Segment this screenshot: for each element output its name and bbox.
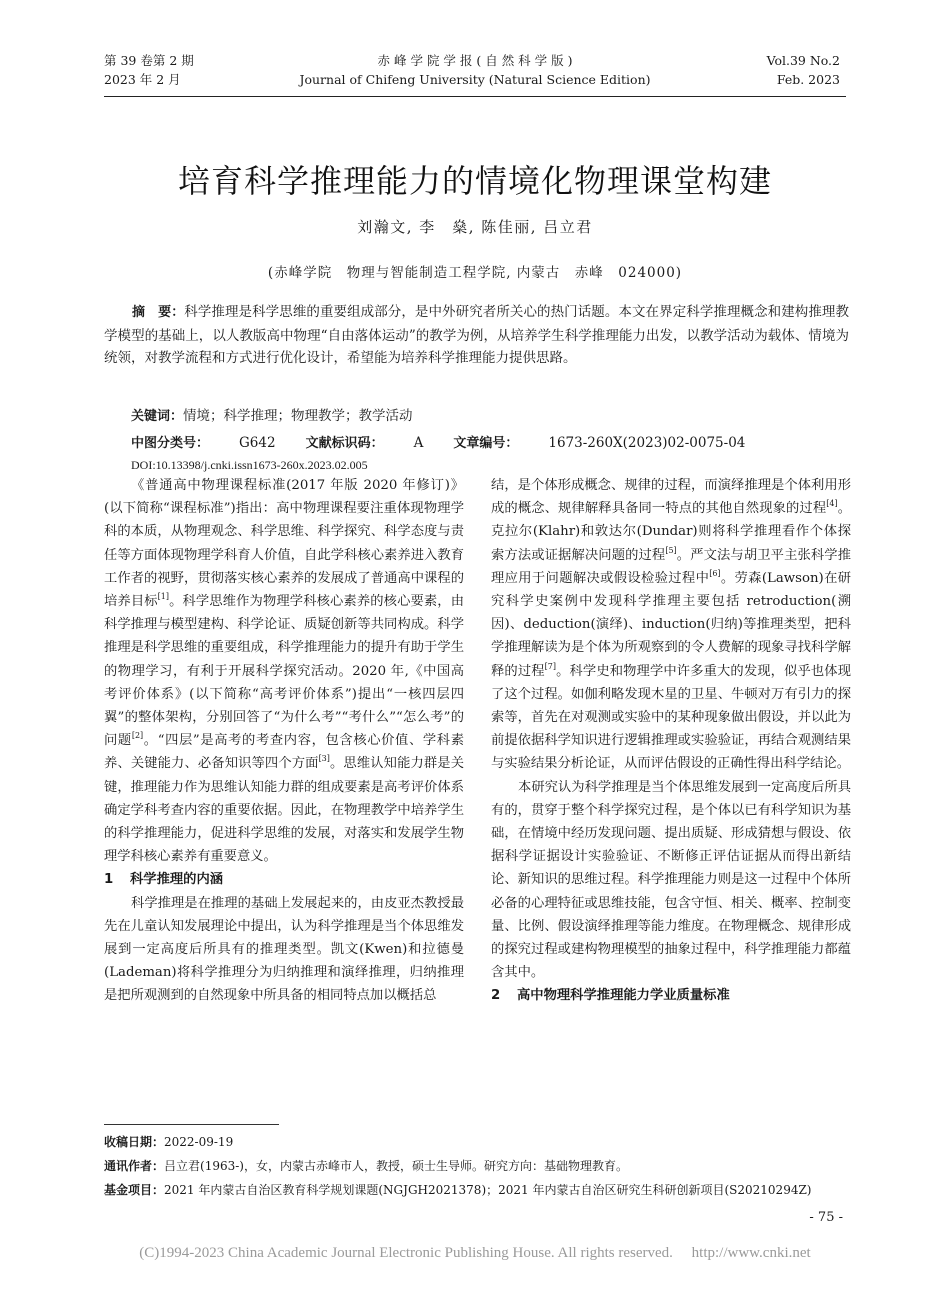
copyright-notice: (C)1994-2023 China Academic Journal Electronic Publishing House. All rights reserved. http://www.cnki.net xyxy=(139,1245,811,1261)
abstract xyxy=(104,301,849,370)
body-paragraph-intro: 《普通高中物理课程标准(2017 年版 2020 年修订)》(以下简称“课程标准”)指出：高中物理课程要注重体现物理学科的本质，从物理观念、科学思维、科学探究、科学态度与责任等方面体现物理学科育人价值，自此学科核心素养进入教育工作者的视野，贯彻落实核心素养的发展成了普通高中课程的培养目标[1]。科学思维作为物理学科核心素养的核心要素，由科学推理与模型建构、科学论证、质疑创新等共同构成。科学推理是科学思维的重要组成，科学推理能力的提升有助于学生的物理学习，有利于开展科学探究活动。2020 年,《中国高考评价体系》(以下简称“高考评价体系”)提出“一核四层四翼”的整体架构，分别回答了“为什么考”“考什么”“怎么考”的问题[2]。“四层”是高考的考查内容，包含核心价值、学科素养、关键能力、必备知识等四个方面[3]。思维认知能力群是关键，推理能力作为思维认知能力群的组成要素是高考评价体系确定学科考查内容的重要依据。因此，在物理教学中培养学生的科学推理能力，促进科学思维的发展，对落实和发展学生物理学科核心素养有重要意义。 xyxy=(104,478,465,865)
footnote-received: 收稿日期：2022-09-19 xyxy=(104,1135,234,1149)
body-column-left xyxy=(104,474,464,1008)
publication-date-en: Feb. 2023 xyxy=(776,72,840,87)
classification-info xyxy=(131,432,745,451)
citation: [5] xyxy=(665,545,677,555)
volume-issue-en: Vol.39 No.2 xyxy=(766,53,840,68)
section-heading-1: 1 科学推理的内涵 xyxy=(104,872,224,888)
journal-name-en: Journal of Chifeng University (Natural Science Edition) xyxy=(299,72,651,87)
keywords-text: 情境；科学推理；物理教学；教学活动 xyxy=(183,408,413,424)
footnote-divider xyxy=(104,1124,279,1125)
body-column-right xyxy=(491,474,851,1008)
author-list: 刘瀚文, 李 燊, 陈佳丽, 吕立君 xyxy=(357,218,593,236)
article-number: 文章编号： 1673-260X(2023)02-0075-04 xyxy=(453,435,746,451)
citation: [1] xyxy=(157,592,169,602)
header-divider xyxy=(104,96,846,97)
citation: [6] xyxy=(709,568,721,578)
citation: [7] xyxy=(544,661,556,671)
paper-title: 培育科学推理能力的情境化物理课堂构建 xyxy=(177,162,772,200)
citation: [2] xyxy=(131,731,144,741)
keywords xyxy=(131,404,413,424)
publication-date: 2023 年 2 月 xyxy=(104,72,181,87)
journal-name-cn: 赤 峰 学 院 学 报 ( 自 然 科 学 版 ) xyxy=(377,53,573,68)
journal-issue-info-en xyxy=(767,51,840,89)
doi: DOI:10.13398/j.cnki.issn1673-260x.2023.02.005 xyxy=(131,458,368,472)
body-paragraph-3: 本研究认为科学推理是当个体思维发展到一定高度后所具有的，贯穿于整个科学探究过程，是个体以已有科学知识为基础，在情境中经历发现问题、提出质疑、形成猜想与假设、依据科学证据设计实验验证、不断修正评估证据从而得出新结论、新知识的思维过程。科学推理能力则是这一过程中个体所必备的心理特征或思维技能，包含守恒、相关、概率、控制变量、比例、假设演绎推理等能力维度。在物理概念、规律形成的探究过程或建构物理模型的抽象过程中，科学推理能力都蕴含其中。 xyxy=(491,779,851,981)
affiliation: (赤峰学院 物理与智能制造工程学院, 内蒙古 赤峰 024000) xyxy=(267,265,683,281)
citation: [3] xyxy=(318,754,330,764)
clc-number: 中图分类号： G642 xyxy=(131,435,276,451)
keywords-label: 关键词： xyxy=(131,409,184,424)
footnote-corresponding-author: 通讯作者：吕立君(1963-)，女，内蒙古赤峰市人，教授，硕士生导师。研究方向：基础物理教育。 xyxy=(104,1159,628,1173)
page-number: - 75 - xyxy=(809,1210,843,1225)
footnote-funding: 基金项目：2021 年内蒙古自治区教育科学规划课题(NGJGH2021378)；2021 年内蒙古自治区研究生科研创新项目(S20210294Z) xyxy=(104,1183,812,1197)
abstract-text: 科学推理是科学思维的重要组成部分，是中外研究者所关心的热门话题。本文在界定科学推理概念和建构推理教学模型的基础上，以人教版高中物理“自由落体运动”的教学为例，从培养学生科学推理能力出发，以教学活动为载体、情境为统领，对教学流程和方式进行优化设计，希望能为培养科学推理能力提供思路。 xyxy=(104,304,849,366)
body-paragraph-2: 科学推理是在推理的基础上发展起来的，由皮亚杰教授最先在儿童认知发展理论中提出，认为科学推理是当个体思维发展到一定高度后所具有的推理类型。凯文(Kwen)和拉德曼(Lademan)将科学推理分为归纳推理和演绎推理，归纳推理是把所观测到的自然现象中所具备的相同特点加以概括总 xyxy=(104,895,464,1004)
body-paragraph-2-continued: 结，是个体形成概念、规律的过程，而演绎推理是个体利用形成的概念、规律解释具备同一特点的其他自然现象的过程[4]。克拉尔(Klahr)和敦达尔(Dundar)则将科学推理看作个体探索方法或证据解决问题的过程[5]。严文法与胡卫平主张科学推理应用于问题解决或假设检验过程中[6]。劳森(Lawson)在研究科学史案例中发现科学推理主要包括 retroduction(溯因)、deduction(演绎)、induction(归纳)等推理类型，把科学推理解读为是个体为所观察到的令人费解的现象寻找科学解释的过程[7]。科学史和物理学中许多重大的发现，似乎也体现了这个过程。如伽利略发现木星的卫星、牛顿对万有引力的探索等，首先在对观测或实验中的某种现象做出假设，并以此为前提依据科学知识进行逻辑推理或实验验证，再结合观测结果与实验结果分析论证，从而评估假设的正确性得出科学结论。 xyxy=(491,478,852,772)
abstract-label: 摘 要： xyxy=(132,305,185,320)
volume-issue: 第 39 卷第 2 期 xyxy=(104,53,194,68)
section-heading-2: 2 高中物理科学推理能力学业质量标准 xyxy=(491,988,730,1004)
document-code: 文献标识码： A xyxy=(305,435,424,451)
citation: [4] xyxy=(826,499,838,509)
